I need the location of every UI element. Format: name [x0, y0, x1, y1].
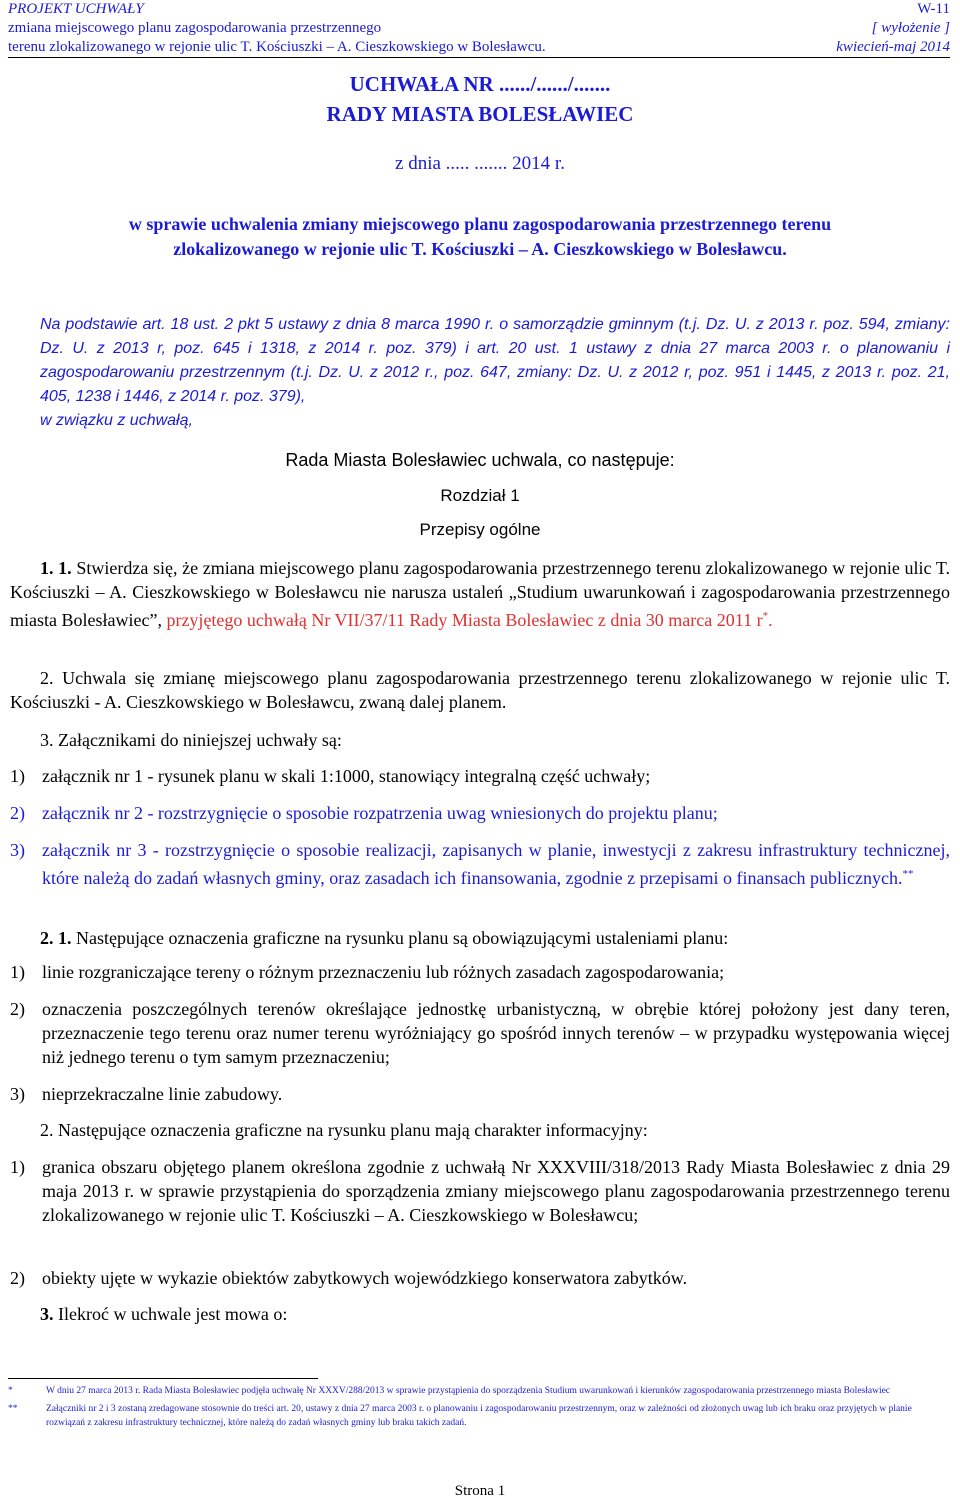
section-1-text-b: przyjętego uchwałą Nr VII/37/11 Rady Miasta Bolesławiec z dnia 30 marca 2011 r — [166, 610, 763, 630]
footnote-1 — [8, 1384, 950, 1398]
section-3-mark: 3. — [40, 1304, 54, 1324]
section-1-paragraph-3: 3. Załącznikami do niniejszej uchwały są: — [40, 730, 342, 750]
item-text: linie rozgraniczające tereny o różnym przeznaczeniu lub różnych zasadach zagospodarowania; — [42, 962, 725, 982]
section-1-text-c: . — [768, 610, 773, 630]
legal-basis-reference: w związku z uchwałą, — [40, 412, 193, 429]
section-2-text: Następujące oznaczenia graficzne na rysunku planu są obowiązującymi ustaleniami planu: — [76, 928, 729, 948]
attachment-item-1 — [10, 764, 950, 788]
resolution-date: z dnia ..... ....... 2014 r. — [395, 153, 565, 174]
attachment-number: 3) — [10, 840, 25, 860]
info-item-1 — [10, 1155, 950, 1227]
council-title: RADY MIASTA BOLESŁAWIEC — [326, 102, 634, 126]
page-header — [8, 0, 950, 57]
item-text: oznaczenia poszczególnych terenów określające jednostkę urbanistyczną, w obrębie której położony jest dany teren, przeznaczenie tego terenu oraz numer terenu wyróżniający go spośród innych terenów – w przypadku występowania więcej niż jednego terenu o tym samym przeznaczeniu; — [42, 999, 950, 1067]
subject-line-1: w sprawie uchwalenia zmiany miejscowego planu zagospodarowania przestrzennego terenu — [128, 214, 832, 234]
footnote-text: W dniu 27 marca 2013 r. Rada Miasta Bolesławiec podjęła uchwałę Nr XXXV/288/2013 w sprawie przystąpienia do sporządzenia Studium uwarunkowań i kierunków zagospodarowania przestrzennego miasta Bolesławiec — [46, 1386, 891, 1396]
legal-basis — [40, 313, 950, 433]
section-1-paragraph-2 — [10, 666, 950, 714]
section-3-text: Ilekroć w uchwale jest mowa o: — [58, 1304, 288, 1324]
section-2-paragraph-2: 2. Następujące oznaczenia graficzne na rysunku planu mają charakter informacyjny: — [40, 1120, 648, 1140]
footnote-mark: * — [8, 1386, 13, 1396]
header-doc-code: W-11 — [917, 1, 950, 17]
attachment-text — [42, 838, 950, 890]
section-1-text-a: Stwierdza się, że zmiana miejscowego planu zagospodarowania przestrzennego terenu zlokalizowanego w rejonie ulic T. Kościuszki – A. Cieszkowskiego w Bolesławcu nie narusza ustaleń „Studium uwarunkowań i zagospodarowania przestrzennego miasta Bolesławiec”, — [10, 558, 950, 630]
binding-item-2 — [10, 997, 950, 1069]
item-number: 2) — [10, 1268, 25, 1288]
resolution-title: UCHWAŁA NR ....../....../....... — [349, 72, 611, 96]
section-3-paragraph — [10, 1302, 950, 1326]
attachment-text: załącznik nr 2 - rozstrzygnięcie o sposobie rozpatrzenia uwag wniesionych do projektu planu; — [42, 803, 718, 823]
footnote-2 — [8, 1402, 950, 1430]
section-2-mark: 2. 1. — [40, 928, 72, 948]
section-1-p2-text: 2. Uchwala się zmianę miejscowego planu zagospodarowania przestrzennego terenu zlokalizowanego w rejonie ulic T. Kościuszki - A. Cieszkowskiego w Bolesławcu, zwaną dalej planem. — [10, 668, 950, 712]
attachment-item-2 — [10, 801, 950, 825]
attachment-text: załącznik nr 1 - rysunek planu w skali 1:1000, stanowiący integralną część uchwały; — [42, 766, 651, 786]
footnote-mark: ** — [8, 1404, 18, 1414]
section-1-paragraph-1 — [10, 556, 950, 632]
item-text: granica obszaru objętego planem określona zgodnie z uchwałą Nr XXXVIII/318/2013 Rady Miasta Bolesławiec z dnia 29 maja 2013 r. w sprawie przystąpienia do sporządzenia zmiany miejscowego planu zagospodarowania przestrzennego terenu zlokalizowanego w rejonie ulic T. Kościuszki – A. Cieszkowskiego w Bolesławcu; — [42, 1157, 950, 1225]
item-text: obiekty ujęte w wykazie obiektów zabytkowych wojewódzkiego konserwatora zabytków. — [42, 1268, 688, 1288]
binding-item-3 — [10, 1082, 950, 1106]
legal-basis-text: Na podstawie art. 18 ust. 2 pkt 5 ustawy z dnia 8 marca 1990 r. o samorządzie gminnym (t.j. Dz. U. z 2013 r. poz. 594, zmiany: Dz. U. z 2013 r, poz. 645 i 1318, z 2014 r. poz. 379) i art. 20 ust. 1 ustawy z dnia 27 marca 2003 r. o planowaniu i zagospodarowaniu przestrzennym (t.j. Dz. U. z 2012 r., poz. 647, zmiany: Dz. U. z 2012 r, poz. 951 i 1445, z 2013 r. poz. 21, 405, 1238 i 1446, z 2014 r. poz. 379), — [40, 316, 950, 405]
item-number: 2) — [10, 999, 25, 1019]
header-project-label: PROJEKT UCHWAŁY — [8, 1, 144, 17]
info-item-2 — [10, 1266, 950, 1290]
header-stage: [ wyłożenie ] — [871, 20, 950, 36]
header-divider — [8, 57, 950, 58]
item-number: 3) — [10, 1084, 25, 1104]
subject-line-2: zlokalizowanego w rejonie ulic T. Kościuszki – A. Cieszkowskiego w Bolesławcu. — [173, 239, 787, 259]
header-subject-line2: terenu zlokalizowanego w rejonie ulic T. Kościuszki – A. Cieszkowskiego w Bolesławcu. — [8, 39, 546, 55]
section-2-paragraph-1 — [10, 926, 950, 950]
item-number: 1) — [10, 1157, 25, 1177]
attachment-number: 1) — [10, 766, 25, 786]
item-number: 1) — [10, 962, 25, 982]
attachment-footnote-mark: ** — [902, 868, 914, 880]
footnote-text: Załączniki nr 2 i 3 zostaną zredagowane stosownie do treści art. 20, ustawy z dnia 27 marca 2003 r. o planowaniu i zagospodarowaniu przestrzennym, oraz w zależności od złożonych uwag lub ich braku oraz przyjętych w planie rozwiązań z zakresu infrastruktury technicznej, które należą do zadań własnych gminy lub braku takich zadań. — [46, 1404, 912, 1428]
item-text: nieprzekraczalne linie zabudowy. — [42, 1084, 283, 1104]
resolution-subject — [40, 212, 920, 262]
attachment-item-3 — [10, 838, 950, 890]
footnote-divider — [8, 1378, 318, 1379]
attachment-text-body: załącznik nr 3 - rozstrzygnięcie o sposobie realizacji, zapisanych w planie, inwestycji z zakresu infrastruktury technicznej, które należą do zadań własnych gminy, oraz zasadach ich finansowania, zgodnie z przepisami o finansach publicznych. — [42, 840, 950, 888]
header-subject-line1: zmiana miejscowego planu zagospodarowania przestrzennego — [8, 20, 382, 36]
header-period: kwiecień-maj 2014 — [836, 39, 950, 55]
attachment-number: 2) — [10, 803, 25, 823]
binding-item-1 — [10, 960, 950, 984]
chapter-number: Rozdział 1 — [440, 486, 520, 505]
page-number: Strona 1 — [454, 1483, 506, 1499]
chapter-title: Przepisy ogólne — [419, 520, 541, 539]
resolves-line: Rada Miasta Bolesławiec uchwala, co następuje: — [285, 450, 675, 470]
section-1-mark: 1. 1. — [40, 558, 72, 578]
section-1-footnote-mark: * — [762, 610, 769, 622]
